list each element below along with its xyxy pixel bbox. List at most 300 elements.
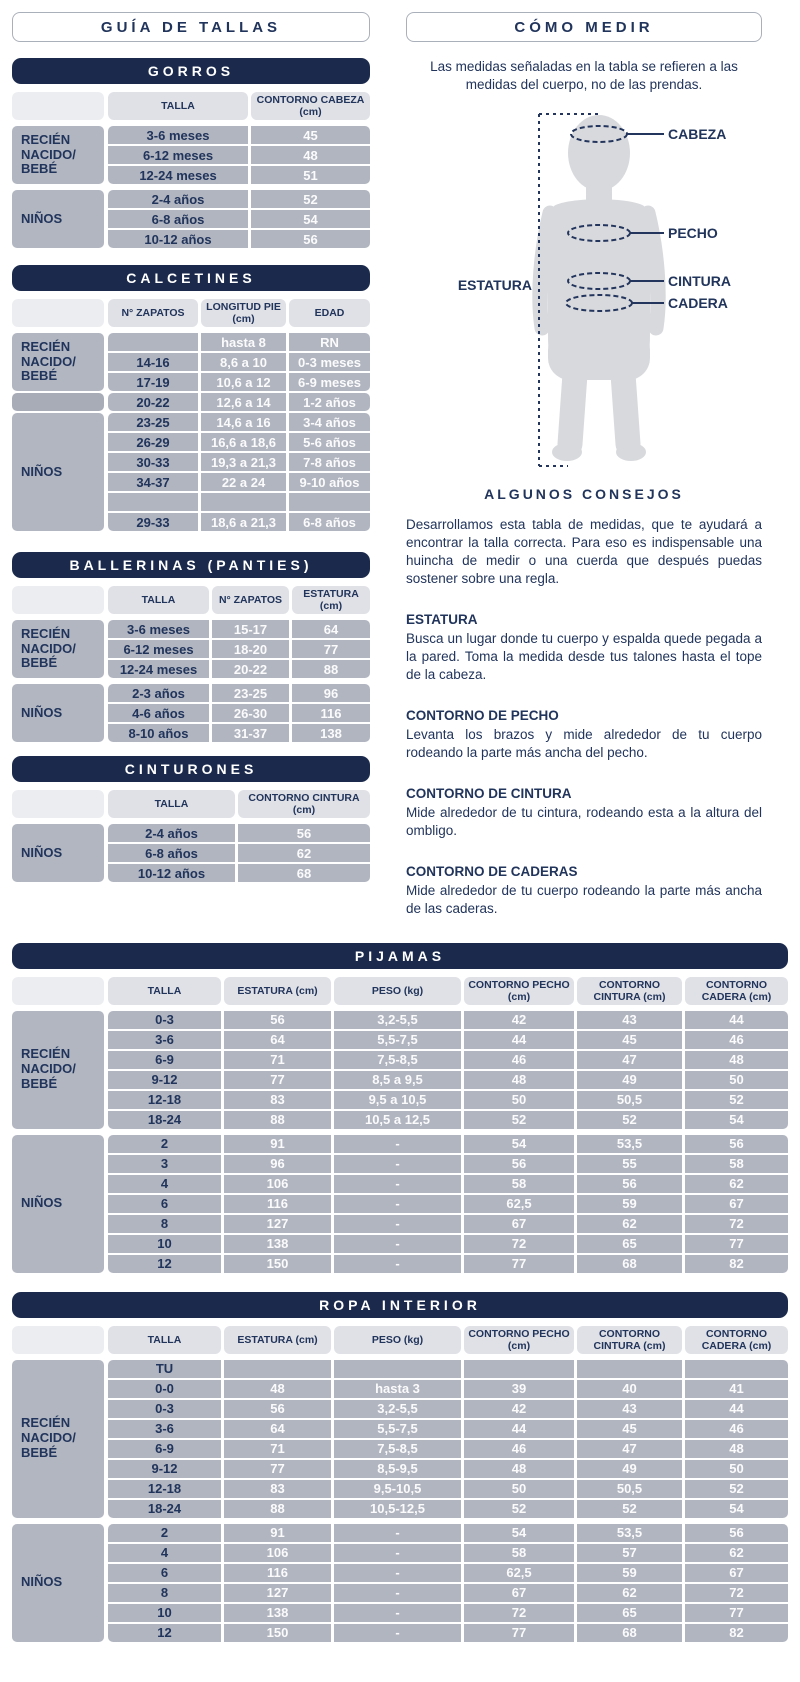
corner-cell bbox=[12, 92, 104, 120]
size-cell: 3-6 bbox=[108, 1031, 221, 1049]
size-cell: 12 bbox=[108, 1255, 221, 1273]
section-contorno-cintura bbox=[406, 786, 762, 840]
group-label-text: NIÑOS bbox=[21, 210, 63, 226]
value-cell: 1-2 años bbox=[289, 393, 370, 411]
column-header: EDAD bbox=[289, 299, 370, 327]
section-contorno-pecho bbox=[406, 708, 762, 762]
value-cell: 42 bbox=[464, 1400, 574, 1418]
value-cell: 68 bbox=[238, 864, 370, 882]
size-cell: 0-3 bbox=[108, 1011, 221, 1029]
value-cell: 42 bbox=[464, 1011, 574, 1029]
section-heading: ESTATURA bbox=[406, 612, 478, 628]
group-label-text: NIÑOS bbox=[21, 704, 63, 720]
value-cell: 5,5-7,5 bbox=[334, 1420, 461, 1438]
value-cell: 56 bbox=[464, 1155, 574, 1173]
value-cell: 54 bbox=[464, 1135, 574, 1153]
value-cell: 68 bbox=[577, 1624, 682, 1642]
value-cell: 56 bbox=[238, 824, 370, 842]
size-cell: 6-8 años bbox=[108, 844, 235, 862]
value-cell: 138 bbox=[224, 1235, 331, 1253]
value-cell: 77 bbox=[292, 640, 370, 658]
table-title-band: GORROS bbox=[12, 58, 370, 84]
group-rows bbox=[108, 333, 370, 391]
value-cell: 52 bbox=[251, 190, 370, 208]
left-column bbox=[12, 12, 370, 882]
size-cell: 20-22 bbox=[108, 393, 198, 411]
value-cell: 14,6 a 16 bbox=[201, 413, 286, 431]
consejos-intro: Desarrollamos esta tabla de medidas, que te ayudará a encontrar la talla correcta. Para eso es indispensable una huincha de medir o una cuerda que después puedas sostener sobre una regla. bbox=[406, 517, 762, 587]
value-cell: 64 bbox=[292, 620, 370, 638]
table-group bbox=[12, 126, 370, 184]
value-cell: 7,5-8,5 bbox=[334, 1051, 461, 1069]
table-header-row bbox=[12, 299, 370, 327]
value-cell: 96 bbox=[292, 684, 370, 702]
como-medir-intro: Las medidas señaladas en la tabla se refieren a las medidas del cuerpo, no de las prendas. bbox=[430, 59, 738, 93]
value-cell: - bbox=[334, 1135, 461, 1153]
size-cell bbox=[108, 333, 198, 351]
value-cell: 46 bbox=[464, 1051, 574, 1069]
group-rows bbox=[108, 126, 370, 184]
value-cell: 116 bbox=[224, 1195, 331, 1213]
value-cell: 62,5 bbox=[464, 1195, 574, 1213]
size-cell: 23-25 bbox=[108, 413, 198, 431]
value-cell: - bbox=[334, 1215, 461, 1233]
value-cell: 77 bbox=[685, 1604, 788, 1622]
size-cell: 6-9 bbox=[108, 1051, 221, 1069]
header-cells bbox=[108, 1326, 788, 1354]
group-rows bbox=[108, 1524, 788, 1642]
size-cell: 10-12 años bbox=[108, 864, 235, 882]
value-cell: 62 bbox=[238, 844, 370, 862]
value-cell: 88 bbox=[224, 1111, 331, 1129]
size-cell: 18-24 bbox=[108, 1500, 221, 1518]
value-cell: 51 bbox=[251, 166, 370, 184]
column-header: PESO (kg) bbox=[334, 977, 461, 1005]
table-group bbox=[12, 393, 370, 411]
value-cell: - bbox=[334, 1235, 461, 1253]
value-cell: 8,6 a 10 bbox=[201, 353, 286, 371]
value-cell: 62 bbox=[577, 1215, 682, 1233]
table-group bbox=[12, 1524, 788, 1642]
value-cell: 106 bbox=[224, 1175, 331, 1193]
size-cell: 3-6 bbox=[108, 1420, 221, 1438]
value-cell: 50,5 bbox=[577, 1480, 682, 1498]
column-header: LONGITUD PIE (cm) bbox=[201, 299, 286, 327]
column-header: ESTATURA (cm) bbox=[224, 977, 331, 1005]
value-cell: 64 bbox=[224, 1031, 331, 1049]
value-cell: 106 bbox=[224, 1544, 331, 1562]
value-cell: 44 bbox=[685, 1011, 788, 1029]
value-cell: 64 bbox=[224, 1420, 331, 1438]
group-rows bbox=[108, 413, 370, 531]
value-cell: 65 bbox=[577, 1604, 682, 1622]
value-cell: 53,5 bbox=[577, 1524, 682, 1542]
value-cell: 40 bbox=[577, 1380, 682, 1398]
group-rows bbox=[108, 684, 370, 742]
value-cell: 54 bbox=[251, 210, 370, 228]
value-cell: 46 bbox=[464, 1440, 574, 1458]
section-contorno-caderas bbox=[406, 864, 762, 918]
value-cell: RN bbox=[289, 333, 370, 351]
group-label bbox=[12, 190, 104, 248]
section-estatura bbox=[406, 612, 762, 684]
cabeza-label: CABEZA bbox=[668, 126, 727, 143]
group-label-text: RECIÉN NACIDO/ BEBÉ bbox=[21, 625, 76, 671]
table-pijamas bbox=[12, 943, 788, 1273]
value-cell: 82 bbox=[685, 1255, 788, 1273]
value-cell: 45 bbox=[577, 1031, 682, 1049]
value-cell: 15-17 bbox=[212, 620, 289, 638]
column-header: CONTORNO PECHO (cm) bbox=[464, 1326, 574, 1354]
value-cell: 68 bbox=[577, 1255, 682, 1273]
consejos-title: ALGUNOS CONSEJOS bbox=[484, 486, 684, 503]
size-cell: 10 bbox=[108, 1604, 221, 1622]
group-rows bbox=[108, 393, 370, 411]
value-cell: 12,6 a 14 bbox=[201, 393, 286, 411]
value-cell: 6-8 años bbox=[289, 513, 370, 531]
value-cell: 52 bbox=[464, 1111, 574, 1129]
group-label bbox=[12, 684, 104, 742]
value-cell: 77 bbox=[685, 1235, 788, 1253]
value-cell: 48 bbox=[685, 1051, 788, 1069]
value-cell: 150 bbox=[224, 1624, 331, 1642]
value-cell: 41 bbox=[685, 1380, 788, 1398]
value-cell: 49 bbox=[577, 1460, 682, 1478]
value-cell: 138 bbox=[292, 724, 370, 742]
value-cell: 9-10 años bbox=[289, 473, 370, 491]
value-cell: 88 bbox=[292, 660, 370, 678]
size-cell: 18-24 bbox=[108, 1111, 221, 1129]
table-group bbox=[12, 190, 370, 248]
value-cell: 59 bbox=[577, 1195, 682, 1213]
section-heading: CONTORNO DE CADERAS bbox=[406, 863, 578, 879]
group-label-text: RECIÉN NACIDO/ BEBÉ bbox=[21, 131, 76, 177]
group-label bbox=[12, 333, 104, 391]
column-header: ESTATURA (cm) bbox=[292, 586, 370, 614]
value-cell: 65 bbox=[577, 1235, 682, 1253]
group-label-text: RECIÉN NACIDO/ BEBÉ bbox=[21, 338, 76, 384]
column-header: TALLA bbox=[108, 586, 209, 614]
size-cell: 6-9 bbox=[108, 1440, 221, 1458]
value-cell: 10,5 a 12,5 bbox=[334, 1111, 461, 1129]
value-cell: 56 bbox=[224, 1400, 331, 1418]
value-cell: 52 bbox=[577, 1111, 682, 1129]
size-cell: 3-6 meses bbox=[108, 126, 248, 144]
size-cell: 6-12 meses bbox=[108, 640, 209, 658]
value-cell: - bbox=[334, 1544, 461, 1562]
column-header: ESTATURA (cm) bbox=[224, 1326, 331, 1354]
value-cell: 46 bbox=[685, 1420, 788, 1438]
section-body: Mide alrededor de tu cintura, rodeando esta a la altura del ombligo. bbox=[406, 805, 762, 838]
table-title-band: ROPA INTERIOR bbox=[12, 1292, 788, 1318]
full-width-tables bbox=[12, 943, 788, 1642]
value-cell: 48 bbox=[464, 1460, 574, 1478]
table-group bbox=[12, 684, 370, 742]
value-cell: 54 bbox=[464, 1524, 574, 1542]
value-cell: 67 bbox=[685, 1564, 788, 1582]
section-heading: CONTORNO DE CINTURA bbox=[406, 786, 572, 802]
group-label-text: RECIÉN NACIDO/ BEBÉ bbox=[21, 1046, 76, 1092]
value-cell: 50 bbox=[685, 1460, 788, 1478]
value-cell: 56 bbox=[251, 230, 370, 248]
value-cell: 72 bbox=[685, 1215, 788, 1233]
value-cell: 72 bbox=[685, 1584, 788, 1602]
value-cell: 26-30 bbox=[212, 704, 289, 722]
size-cell: 2 bbox=[108, 1524, 221, 1542]
value-cell: - bbox=[334, 1255, 461, 1273]
table-group bbox=[12, 824, 370, 882]
size-cell: 3-6 meses bbox=[108, 620, 209, 638]
size-cell: 6-8 años bbox=[108, 210, 248, 228]
table-group bbox=[12, 413, 370, 531]
value-cell: 67 bbox=[685, 1195, 788, 1213]
size-cell: 2-4 años bbox=[108, 190, 248, 208]
value-cell: 58 bbox=[464, 1175, 574, 1193]
value-cell: 7,5-8,5 bbox=[334, 1440, 461, 1458]
corner-cell bbox=[12, 977, 104, 1005]
value-cell: 5,5-7,5 bbox=[334, 1031, 461, 1049]
value-cell: 77 bbox=[224, 1460, 331, 1478]
value-cell bbox=[224, 1360, 331, 1378]
header-cells bbox=[108, 977, 788, 1005]
value-cell: 71 bbox=[224, 1051, 331, 1069]
value-cell: 43 bbox=[577, 1011, 682, 1029]
column-header: TALLA bbox=[108, 790, 235, 818]
value-cell: 67 bbox=[464, 1215, 574, 1233]
size-cell: 8 bbox=[108, 1584, 221, 1602]
value-cell: 20-22 bbox=[212, 660, 289, 678]
value-cell: - bbox=[334, 1604, 461, 1622]
value-cell: 77 bbox=[464, 1255, 574, 1273]
table-header-row bbox=[12, 92, 370, 120]
size-cell: 12-18 bbox=[108, 1480, 221, 1498]
value-cell: 8,5 a 9,5 bbox=[334, 1071, 461, 1089]
size-cell: 30-33 bbox=[108, 453, 198, 471]
corner-cell bbox=[12, 1326, 104, 1354]
value-cell: 50 bbox=[685, 1071, 788, 1089]
value-cell: 72 bbox=[464, 1604, 574, 1622]
value-cell: 88 bbox=[224, 1500, 331, 1518]
size-cell: 10 bbox=[108, 1235, 221, 1253]
table-group bbox=[12, 333, 370, 391]
value-cell: 23-25 bbox=[212, 684, 289, 702]
value-cell: 48 bbox=[251, 146, 370, 164]
size-cell: 9-12 bbox=[108, 1071, 221, 1089]
value-cell: 48 bbox=[464, 1071, 574, 1089]
group-label-text: NIÑOS bbox=[21, 1574, 63, 1590]
value-cell: 62 bbox=[577, 1584, 682, 1602]
size-cell: TU bbox=[108, 1360, 221, 1378]
value-cell: 52 bbox=[464, 1500, 574, 1518]
value-cell: 3,2-5,5 bbox=[334, 1400, 461, 1418]
value-cell: - bbox=[334, 1175, 461, 1193]
size-cell: 4 bbox=[108, 1175, 221, 1193]
header-cells bbox=[108, 92, 370, 120]
corner-cell bbox=[12, 790, 104, 818]
column-header: TALLA bbox=[108, 92, 248, 120]
value-cell: 54 bbox=[685, 1500, 788, 1518]
value-cell bbox=[289, 493, 370, 511]
size-cell: 17-19 bbox=[108, 373, 198, 391]
value-cell: 49 bbox=[577, 1071, 682, 1089]
table-gorros bbox=[12, 58, 370, 248]
value-cell: 0-3 meses bbox=[289, 353, 370, 371]
value-cell: 116 bbox=[292, 704, 370, 722]
column-header: N° ZAPATOS bbox=[212, 586, 289, 614]
value-cell: 82 bbox=[685, 1624, 788, 1642]
size-cell: 12-18 bbox=[108, 1091, 221, 1109]
group-label-text: NIÑOS bbox=[21, 1195, 63, 1211]
size-cell: 3 bbox=[108, 1155, 221, 1173]
column-header: CONTORNO CINTURA (cm) bbox=[577, 1326, 682, 1354]
value-cell: 62 bbox=[685, 1544, 788, 1562]
size-cell: 6 bbox=[108, 1564, 221, 1582]
value-cell: 77 bbox=[224, 1071, 331, 1089]
size-cell: 29-33 bbox=[108, 513, 198, 531]
value-cell: 56 bbox=[685, 1524, 788, 1542]
value-cell: - bbox=[334, 1584, 461, 1602]
value-cell: - bbox=[334, 1155, 461, 1173]
group-rows bbox=[108, 190, 370, 248]
pecho-label: PECHO bbox=[668, 225, 718, 242]
group-rows bbox=[108, 1011, 788, 1129]
value-cell: 50 bbox=[464, 1091, 574, 1109]
value-cell: - bbox=[334, 1624, 461, 1642]
value-cell bbox=[685, 1360, 788, 1378]
value-cell: 47 bbox=[577, 1051, 682, 1069]
value-cell: 47 bbox=[577, 1440, 682, 1458]
value-cell: 83 bbox=[224, 1091, 331, 1109]
header-cells bbox=[108, 790, 370, 818]
value-cell: 22 a 24 bbox=[201, 473, 286, 491]
page-title: GUÍA DE TALLAS bbox=[12, 12, 370, 42]
value-cell: 6-9 meses bbox=[289, 373, 370, 391]
table-header-row bbox=[12, 977, 788, 1005]
size-cell: 6-12 meses bbox=[108, 146, 248, 164]
value-cell bbox=[577, 1360, 682, 1378]
value-cell: 62,5 bbox=[464, 1564, 574, 1582]
size-cell: 34-37 bbox=[108, 473, 198, 491]
value-cell: 44 bbox=[685, 1400, 788, 1418]
header-cells bbox=[108, 586, 370, 614]
value-cell: 150 bbox=[224, 1255, 331, 1273]
value-cell: 43 bbox=[577, 1400, 682, 1418]
value-cell: 116 bbox=[224, 1564, 331, 1582]
value-cell: 59 bbox=[577, 1564, 682, 1582]
value-cell: 9,5 a 10,5 bbox=[334, 1091, 461, 1109]
group-rows bbox=[108, 824, 370, 882]
value-cell bbox=[201, 493, 286, 511]
value-cell: 8,5-9,5 bbox=[334, 1460, 461, 1478]
cintura-label: CINTURA bbox=[668, 273, 731, 290]
column-header: TALLA bbox=[108, 1326, 221, 1354]
value-cell: 56 bbox=[224, 1011, 331, 1029]
value-cell: 10,5-12,5 bbox=[334, 1500, 461, 1518]
value-cell: 3-4 años bbox=[289, 413, 370, 431]
corner-cell bbox=[12, 299, 104, 327]
size-cell: 4 bbox=[108, 1544, 221, 1562]
column-header: CONTORNO CINTURA (cm) bbox=[577, 977, 682, 1005]
table-group bbox=[12, 1360, 788, 1518]
como-medir-title: CÓMO MEDIR bbox=[406, 12, 762, 42]
value-cell: - bbox=[334, 1524, 461, 1542]
size-cell: 2 bbox=[108, 1135, 221, 1153]
size-cell: 12 bbox=[108, 1624, 221, 1642]
column-header: N° ZAPATOS bbox=[108, 299, 198, 327]
corner-cell bbox=[12, 586, 104, 614]
section-body: Busca un lugar donde tu cuerpo y espalda quede pegada a la pared. Toma la medida desde tus talones hasta el tope de la cabeza. bbox=[406, 631, 762, 683]
value-cell: 138 bbox=[224, 1604, 331, 1622]
value-cell: 48 bbox=[224, 1380, 331, 1398]
value-cell bbox=[464, 1360, 574, 1378]
value-cell: 91 bbox=[224, 1524, 331, 1542]
table-ropa-interior bbox=[12, 1292, 788, 1642]
column-header: PESO (kg) bbox=[334, 1326, 461, 1354]
value-cell: hasta 3 bbox=[334, 1380, 461, 1398]
size-cell: 12-24 meses bbox=[108, 166, 248, 184]
value-cell: 19,3 a 21,3 bbox=[201, 453, 286, 471]
table-group bbox=[12, 1011, 788, 1129]
value-cell: 5-6 años bbox=[289, 433, 370, 451]
group-label-text: RECIÉN NACIDO/ BEBÉ bbox=[21, 1415, 76, 1461]
value-cell: 53,5 bbox=[577, 1135, 682, 1153]
group-label bbox=[12, 620, 104, 678]
table-group bbox=[12, 620, 370, 678]
section-body: Mide alrededor de tu cuerpo rodeando la parte más ancha de las caderas. bbox=[406, 882, 762, 916]
group-label bbox=[12, 1011, 104, 1129]
value-cell: 10,6 a 12 bbox=[201, 373, 286, 391]
table-cinturones bbox=[12, 756, 370, 882]
value-cell: 62 bbox=[685, 1175, 788, 1193]
value-cell: 96 bbox=[224, 1155, 331, 1173]
value-cell: 56 bbox=[685, 1135, 788, 1153]
value-cell: 48 bbox=[685, 1440, 788, 1458]
value-cell: 7-8 años bbox=[289, 453, 370, 471]
size-cell: 4-6 años bbox=[108, 704, 209, 722]
value-cell: - bbox=[334, 1195, 461, 1213]
table-header-row bbox=[12, 790, 370, 818]
table-ballerinas bbox=[12, 552, 370, 742]
size-cell: 8 bbox=[108, 1215, 221, 1233]
value-cell: 127 bbox=[224, 1584, 331, 1602]
group-label bbox=[12, 393, 104, 411]
column-header: TALLA bbox=[108, 977, 221, 1005]
value-cell: 18-20 bbox=[212, 640, 289, 658]
value-cell: 58 bbox=[464, 1544, 574, 1562]
size-cell: 9-12 bbox=[108, 1460, 221, 1478]
table-title-band: PIJAMAS bbox=[12, 943, 788, 969]
column-header: CONTORNO CINTURA (cm) bbox=[238, 790, 370, 818]
value-cell: 50,5 bbox=[577, 1091, 682, 1109]
size-cell bbox=[108, 493, 198, 511]
value-cell: 91 bbox=[224, 1135, 331, 1153]
value-cell: 72 bbox=[464, 1235, 574, 1253]
como-medir-column bbox=[406, 12, 762, 918]
group-label bbox=[12, 1524, 104, 1642]
header-cells bbox=[108, 299, 370, 327]
value-cell: 58 bbox=[685, 1155, 788, 1173]
column-header: CONTORNO CADERA (cm) bbox=[685, 977, 788, 1005]
group-label bbox=[12, 1360, 104, 1518]
table-calcetines bbox=[12, 265, 370, 531]
value-cell: 52 bbox=[685, 1480, 788, 1498]
value-cell: 39 bbox=[464, 1380, 574, 1398]
group-rows bbox=[108, 1135, 788, 1273]
group-label-text: NIÑOS bbox=[21, 844, 63, 860]
size-cell: 0-3 bbox=[108, 1400, 221, 1418]
group-rows bbox=[108, 620, 370, 678]
section-body: Levanta los brazos y mide alrededor de tu cuerpo rodeando la parte más ancha del pecho. bbox=[406, 727, 762, 761]
